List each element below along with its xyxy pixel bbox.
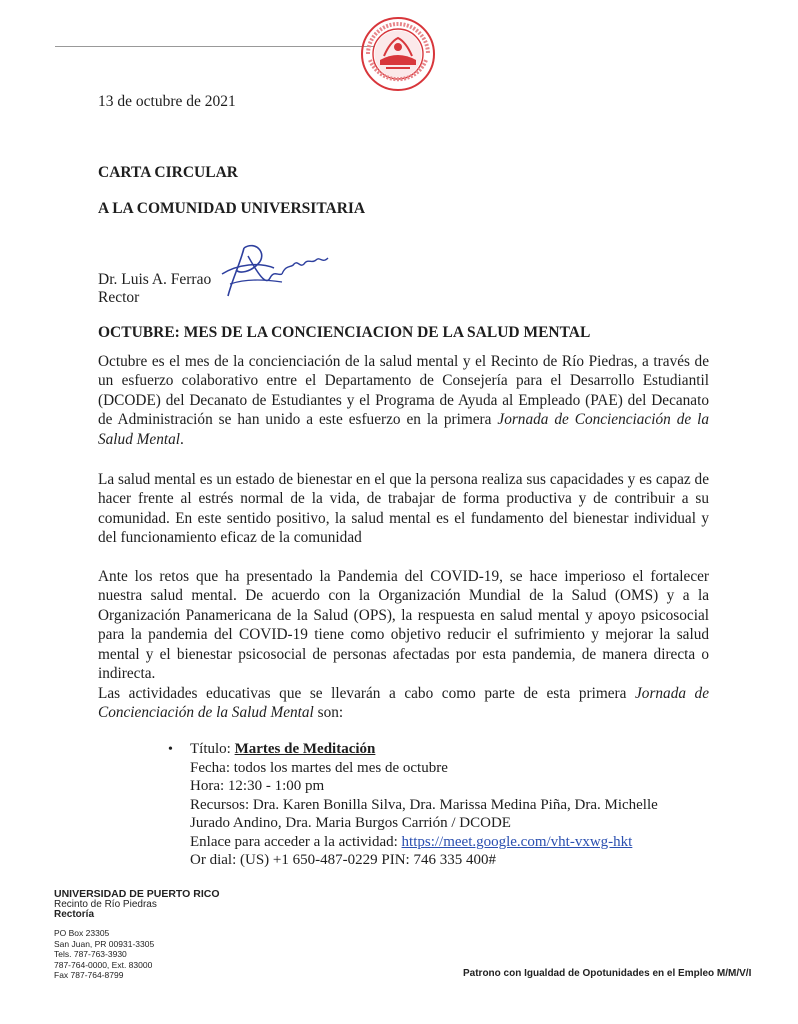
- activity-title-value: Martes de Meditación: [234, 741, 376, 757]
- sender-name: Dr. Luis A. Ferrao: [98, 271, 212, 288]
- paragraph-activities: Las actividades educativas que se llevarán a cabo como parte de esta primera Jornada de Concienciación de la Salud Mental son:: [98, 685, 709, 722]
- footer-phone-1: Tels. 787-763-3930: [54, 949, 127, 959]
- footer-equal-opportunity: Patrono con Igualdad de Opotunidades en el Empleo M/M/V/I: [463, 968, 752, 979]
- activity-dial: Or dial: (US) +1 650-487-0229 PIN: 746 335 400#: [190, 852, 496, 868]
- activity-title: Título: Martes de Meditación: [190, 741, 376, 757]
- activity-resources-line2: Jurado Andino, Dra. Maria Burgos Carrión / DCODE: [190, 815, 511, 831]
- activity-resources-line1: Recursos: Dra. Karen Bonilla Silva, Dra. Marissa Medina Piña, Dra. Michelle: [190, 797, 658, 813]
- header-rule: [55, 46, 375, 47]
- footer-address-2: San Juan, PR 00931-3305: [54, 938, 155, 949]
- paragraph-intro: Octubre es el mes de la concienciación de la salud mental y el Recinto de Río Piedras, a través de un esfuerzo colaborativo entre el Departamento de Consejería para el Desarrollo Estudiantil (DCODE) del Decanato de Estudiantes y el Programa de Ayuda al Empleado (PAE) del Decanato de Administración se han unido a este esfuerzo en la primera Jornada de Concienciación de la Salud Mental.: [98, 353, 710, 448]
- meeting-link[interactable]: https://meet.google.com/vht-vxwg-hkt: [401, 834, 633, 850]
- footer-office: Rectoría: [54, 909, 95, 920]
- footer-org: UNIVERSIDAD DE PUERTO RICO: [54, 888, 220, 900]
- letter-date: 13 de octubre de 2021: [98, 93, 236, 110]
- signature-icon: [218, 234, 336, 304]
- footer-phone-2: 787-764-0000, Ext. 83000: [54, 959, 153, 970]
- paragraph-definition: La salud mental es un estado de bienestar en el que la persona realiza sus capacidades y es capaz de hacer frente al estrés normal de la vida, de trabajar de forma productiva y de contribuir a su comunidad. En este sentido positivo, la salud mental es el fundamento del bienestar individual y del funcionamiento eficaz de la comunidad: [98, 471, 709, 547]
- bullet-marker: •: [168, 742, 173, 757]
- subject-line: OCTUBRE: MES DE LA CONCIENCIACION DE LA SALUD MENTAL: [98, 324, 591, 341]
- sender-title: Rector: [98, 289, 140, 306]
- activity-time: Hora: 12:30 - 1:00 pm: [190, 778, 325, 794]
- footer-address-1: PO Box 23305: [54, 928, 110, 938]
- paragraph-pandemic: Ante los retos que ha presentado la Pandemia del COVID-19, se hace imperioso el fortalecer nuestra salud mental. De acuerdo con la Organización Mundial de la Salud (OMS) y a la Organización Panamericana de la Salud (OPS), la respuesta en salud mental y apoyo psicosocial para la pandemia del COVID-19 tiene como objetivo reducir el sufrimiento y mejorar la salud mental y el bienestar psicosocial de personas afectadas por esta pandemia, de manera directa o indirecta.: [98, 568, 709, 683]
- circular-heading: CARTA CIRCULAR: [98, 164, 238, 181]
- footer-fax: Fax 787-764-8799: [54, 970, 124, 980]
- activity-date: Fecha: todos los martes del mes de octubre: [190, 760, 448, 776]
- activity-link-line: Enlace para acceder a la actividad: https://meet.google.com/vht-vxwg-hkt: [190, 834, 633, 850]
- university-seal-icon: [360, 16, 436, 92]
- footer-campus: Recinto de Río Piedras: [54, 899, 157, 910]
- recipient-heading: A LA COMUNIDAD UNIVERSITARIA: [98, 200, 366, 217]
